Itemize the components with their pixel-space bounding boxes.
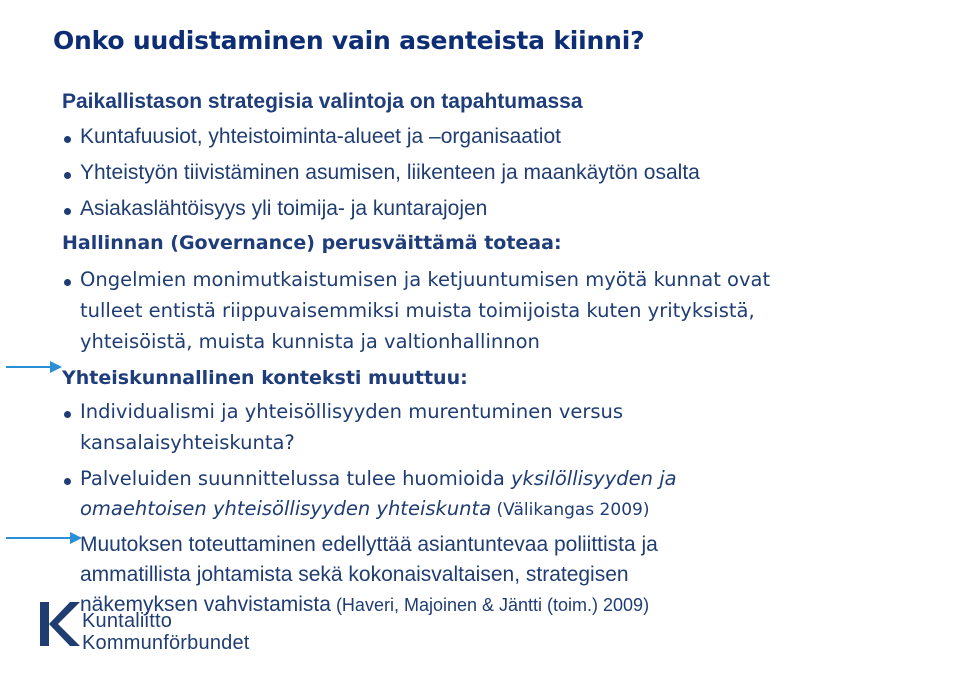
bullet2-plain-text: Palveluiden suunnittelussa tulee huomioida bbox=[80, 467, 512, 490]
section3-bullet1-line-1: Individualismi ja yhteisöllisyyden murentuminen versus bbox=[80, 400, 624, 423]
section2-bullet-line-3: yhteisöistä, muista kunnista ja valtionhallinnon bbox=[80, 330, 540, 353]
section3-heading: Yhteiskunnallinen konteksti muuttuu: bbox=[62, 367, 468, 389]
section3-bullet2-line-1 bbox=[80, 467, 677, 490]
arrow-icon bbox=[4, 528, 84, 548]
bullet-dot bbox=[64, 478, 71, 485]
section1-bullet-2: Yhteistyön tiivistäminen asumisen, liikenteen ja maankäytön osalta bbox=[80, 161, 700, 184]
logo-text-kuntaliitto: Kuntaliitto bbox=[82, 610, 173, 632]
section2-bullet-line-1: Ongelmien monimutkaistumisen ja ketjuuntumisen myötä kunnat ovat bbox=[80, 268, 771, 291]
section3-bullet1-line-2: kansalaisyhteiskunta? bbox=[80, 431, 295, 454]
section4-citation: (Haveri, Majoinen & Jäntti (toim.) 2009) bbox=[330, 595, 650, 615]
section1-bullet-3: Asiakaslähtöisyys yli toimija- ja kuntarajojen bbox=[80, 197, 488, 220]
section1-bullet-1: Kuntafuusiot, yhteistoiminta-alueet ja –organisaatiot bbox=[80, 125, 561, 148]
slide-title: Onko uudistaminen vain asenteista kiinni? bbox=[53, 26, 645, 55]
section2-heading: Hallinnan (Governance) perusväittämä toteaa: bbox=[62, 232, 562, 254]
bullet2-italic-text-2: omaehtoisen yhteisöllisyyden yhteiskunta bbox=[80, 497, 492, 520]
bullet-dot bbox=[64, 172, 71, 179]
bullet-dot bbox=[64, 279, 71, 286]
bullet-dot bbox=[64, 136, 71, 143]
section2-bullet-line-2: tulleet entistä riippuvaisemmiksi muista toimijoista kuten yrityksistä, bbox=[80, 299, 755, 322]
bullet-dot bbox=[64, 208, 71, 215]
bullet2-citation: (Välikangas 2009) bbox=[491, 500, 650, 520]
section1-heading: Paikallistason strategisia valintoja on tapahtumassa bbox=[62, 90, 583, 113]
logo-text-kommunforbundet: Kommunförbundet bbox=[82, 632, 250, 654]
section4-line-2: ammatillista johtamista sekä kokonaisvaltaisen, strategisen bbox=[80, 563, 629, 586]
section3-bullet2-line-2 bbox=[80, 497, 649, 520]
section4-line-1: Muutoksen toteuttaminen edellyttää asiantuntevaa poliittista ja bbox=[80, 533, 658, 556]
section4-line-3-main: näkemyksen vahvistamista bbox=[80, 593, 331, 616]
bullet-dot bbox=[64, 411, 71, 418]
kuntaliitto-logo-icon bbox=[40, 600, 80, 648]
arrow-icon bbox=[4, 357, 64, 377]
bullet2-italic-text: yksilöllisyyden ja bbox=[511, 467, 677, 490]
